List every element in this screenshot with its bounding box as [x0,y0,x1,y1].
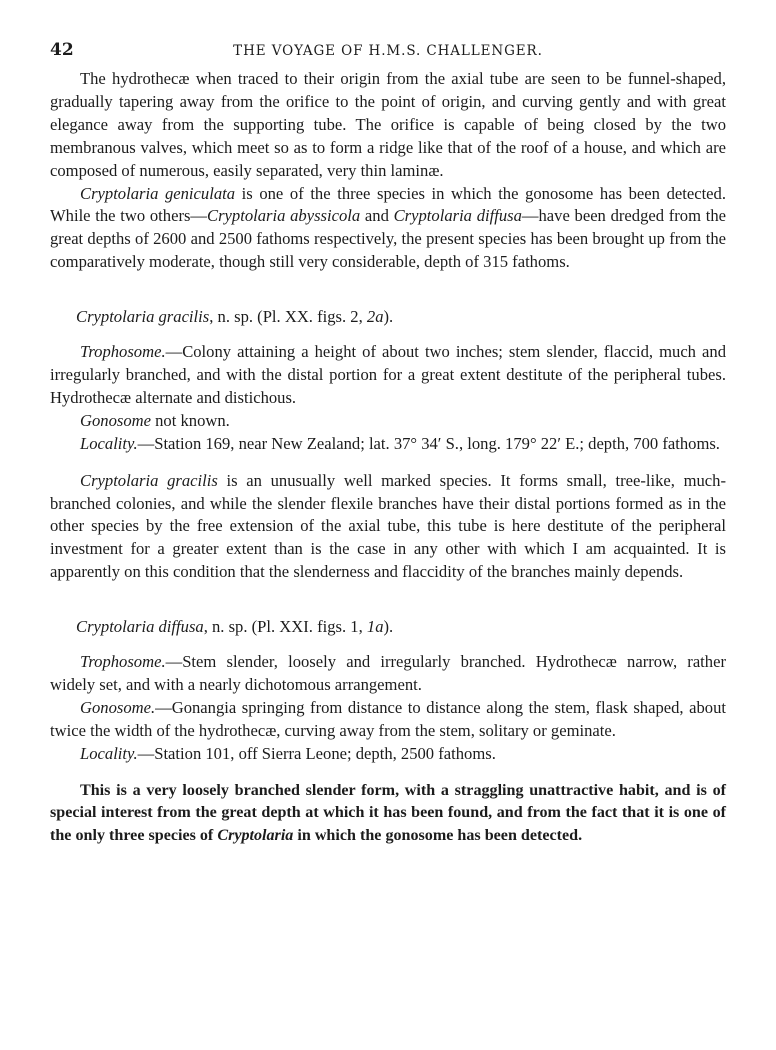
page-number: 42 [50,40,74,60]
locality-paragraph: Locality.—Station 101, off Sierra Leone; depth, 2500 fathoms. [80,743,496,763]
section-label: Gonosome. [80,697,156,717]
locality-paragraph: Locality.—Station 169, near New Zealand; lat. 37° 34′ S., long. 179° 22′ E.; depth, 700 fathoms. [80,433,720,453]
gonosome-paragraph: Gonosome not known. [80,410,230,430]
description-paragraph: This is a very loosely branched slender form, with a straggling unattractive habit, and is of special interest from the great depth at which it has been found, and from the fact that it is one of the only three species of Cryptolaria in which the gonosome has been detected. [50,781,726,845]
species-heading-gracilis: Cryptolaria gracilis, n. sp. (Pl. XX. figs. 2, 2a). [76,307,394,327]
trophosome-paragraph: Trophosome.—Stem slender, loosely and irregularly branched. Hydrothecæ narrow, rather widely set, and with a nearly dichotomous arrangement. [50,652,726,694]
section-label: Trophosome. [80,342,166,362]
species-name: Cryptolaria geniculata [80,183,236,203]
species-name: Cryptolaria gracilis [80,470,218,490]
species-name: Cryptolaria [217,827,294,845]
species-name: Cryptolaria abyssicola [207,206,361,226]
section-label: Locality. [80,433,138,453]
intro-paragraph-1: The hydrothecæ when traced to their origin from the axial tube are seen to be funnel-shaped, gradually tapering away from the orifice to the point of origin, and curving gently and with great elegance away from the supporting tube. The orifice is capable of being closed by the two membranous valves, which meet so as to form a ridge like that of the roof of a house, and which are composed of numerous, easily separated, very thin laminæ. [50,69,726,180]
intro-paragraph-2: Cryptolaria geniculata is one of the three species in which the gonosome has been detected. While the two others—Cryptolaria abyssicola and Cryptolaria diffusa—have been dredged from the great depths of 2600 and 2500 fathoms respectively, the present species has been brought up from the comparatively moderate, though still very considerable, depth of 315 fathoms. [50,183,726,272]
species-name: Cryptolaria diffusa [393,206,522,226]
page-header [50,40,726,68]
section-label: Gonosome [80,410,151,430]
section-label: Locality. [80,743,138,763]
page [50,40,726,848]
description-paragraph: Cryptolaria gracilis is an unusually well marked species. It forms small, tree-like, much-branched colonies, and while the slender flexile branches have their distal portions formed as in the other species by the free extension of the axial tube, this tube is here destitute of the peripheral investment for a greater extent than is the case in any other with which I am acquainted. It is apparently on this condition that the slenderness and flaccidity of the branches mainly depends. [50,470,726,582]
species-heading-diffusa: Cryptolaria diffusa, n. sp. (Pl. XXI. figs. 1, 1a). [76,617,394,637]
trophosome-paragraph: Trophosome.—Colony attaining a height of about two inches; stem slender, flaccid, much and irregularly branched, and with the distal portion for a great extent destitute of the peripheral tubes. Hydrothecæ alternate and distichous. [50,342,726,407]
running-title: THE VOYAGE OF H.M.S. CHALLENGER. [233,43,543,59]
gonosome-paragraph: Gonosome.—Gonangia springing from distance to distance along the stem, flask shaped, about twice the width of the hydrothecæ, curving away from the stem, solitary or geminate. [50,697,726,740]
section-label: Trophosome. [80,652,166,672]
